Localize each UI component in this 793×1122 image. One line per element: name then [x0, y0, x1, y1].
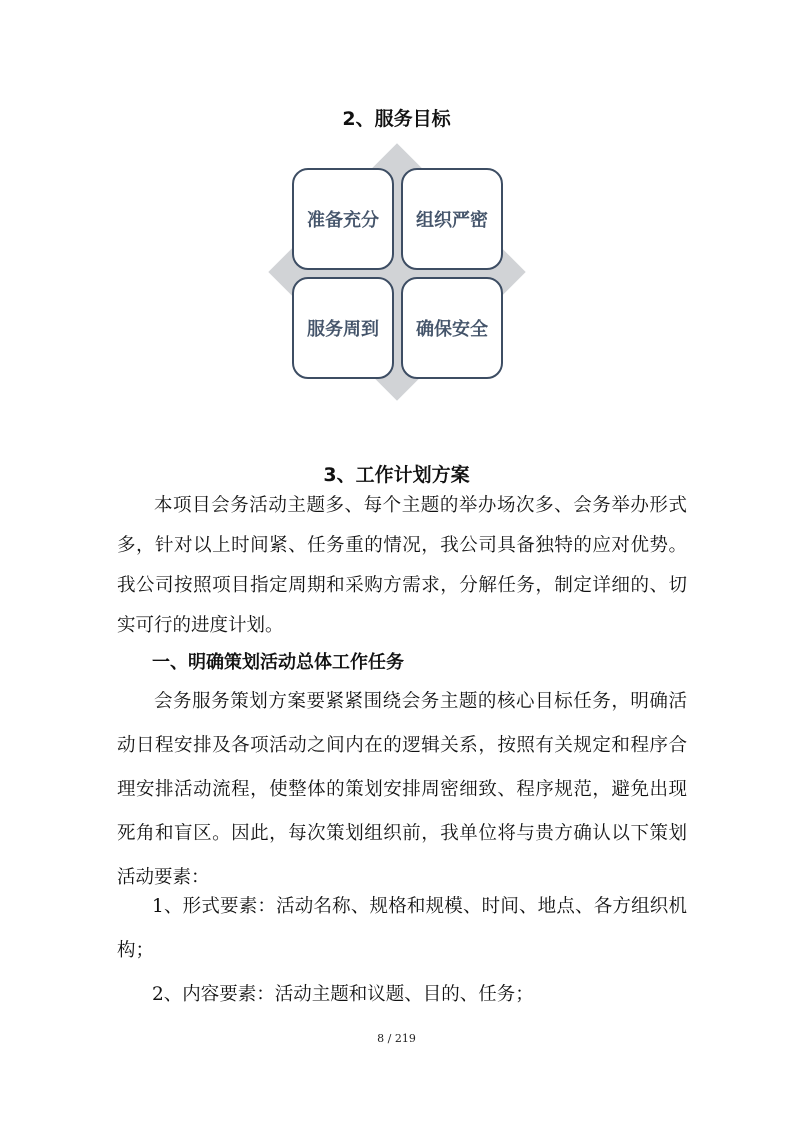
- list-item-content-elements: 2、内容要素：活动主题和议题、目的、任务；: [152, 984, 534, 1005]
- goal-label: 组织严密: [416, 210, 488, 231]
- goal-box-service: [292, 277, 394, 379]
- section3-intro-paragraph: 本项目会务活动主题多、每个主题的举办场次多、会务举办形式多，针对以上时间紧、任务重的情况，我公司具备独特的应对优势。我公司按照项目指定周期和采购方需求，分解任务，制定详细的、切实可行的进度计划。: [117, 495, 687, 636]
- subheading-overall-tasks: 一、明确策划活动总体工作任务: [152, 652, 404, 673]
- overall-tasks-paragraph: 会务服务策划方案要紧紧围绕会务主题的核心目标任务，明确活动日程安排及各项活动之间内在的逻辑关系，按照有关规定和程序合理安排活动流程，使整体的策划安排周密细致、程序规范，避免出现死角和盲区。因此，每次策划组织前，我单位将与贵方确认以下策划活动要素：: [117, 691, 687, 888]
- goal-box-safety: [401, 277, 503, 379]
- goal-box-organization: [401, 168, 503, 270]
- goal-label: 服务周到: [307, 319, 379, 340]
- section3-title: 3、工作计划方案: [323, 464, 470, 486]
- list-item-form-elements: 1、形式要素：活动名称、规格和规模、时间、地点、各方组织机构；: [117, 896, 687, 961]
- section2-title: 2、服务目标: [342, 108, 451, 130]
- page-number: 8 / 219: [377, 1032, 416, 1045]
- goal-label: 准备充分: [307, 210, 379, 231]
- goal-label: 确保安全: [416, 319, 488, 340]
- goal-box-preparation: [292, 168, 394, 270]
